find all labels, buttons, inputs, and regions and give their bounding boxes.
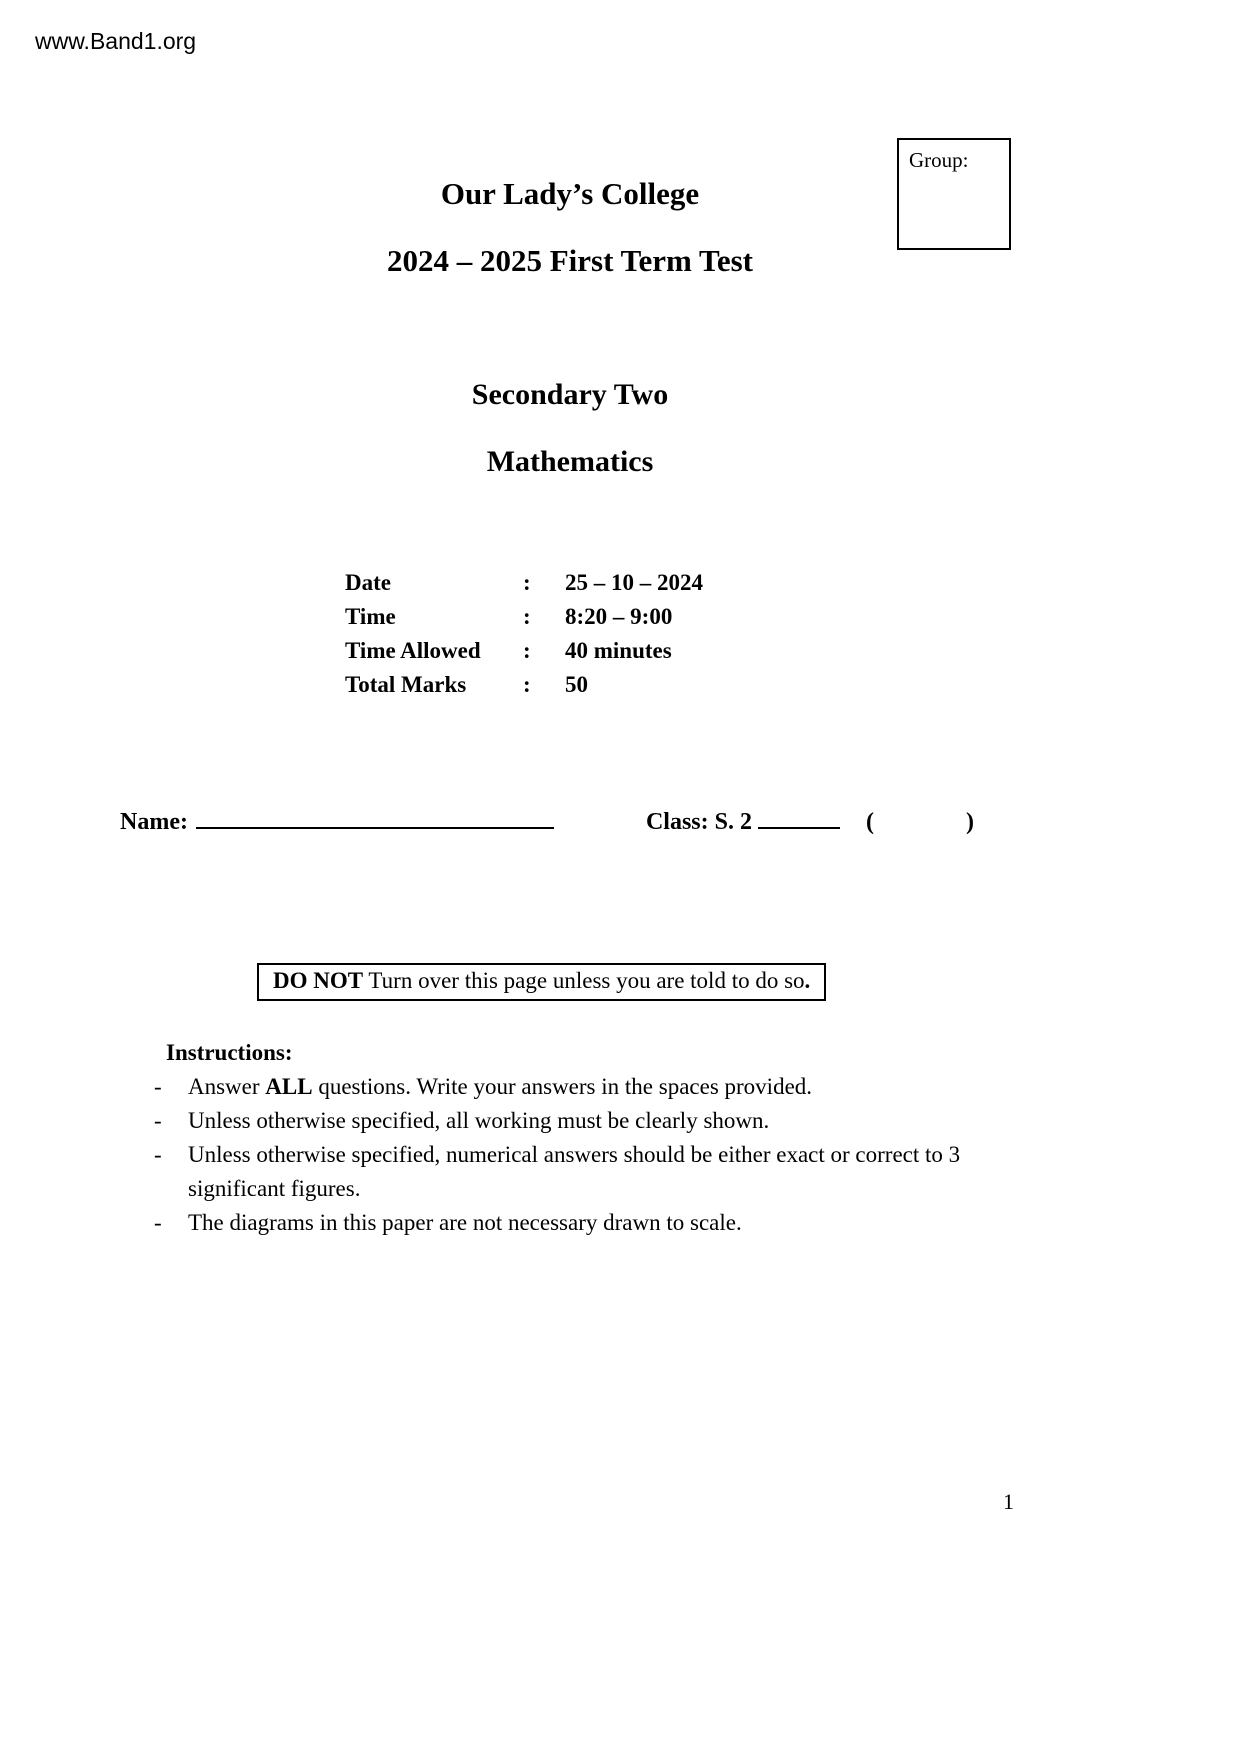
notice-bold-text: DO NOT [273,968,364,993]
info-value-time-allowed: 40 minutes [565,638,672,663]
info-value-date: 25 – 10 – 2024 [565,570,703,595]
info-colon: : [523,570,531,595]
page-number: 1 [1003,1489,1014,1514]
name-label: Name: [120,809,188,835]
instruction-item-2 [150,1104,1030,1138]
class-number-paren-close: ) [966,809,974,835]
instruction-item-3 [150,1138,1030,1206]
info-label-total-marks: Total Marks [345,672,467,697]
info-colon: : [523,672,531,697]
bullet-dash: - [154,1108,162,1133]
instruction-text-3: Unless otherwise specified, numerical answers should be either exact or correct to 3 significant figures. [188,1142,961,1201]
info-value-time: 8:20 – 9:00 [565,604,673,629]
instruction-text-2: Unless otherwise specified, all working must be clearly shown. [188,1108,770,1133]
info-colon: : [523,604,531,629]
instructions-heading: Instructions: [166,1040,293,1065]
info-label-time-allowed: Time Allowed [345,638,481,663]
info-value-total-marks: 50 [565,672,588,697]
class-label: Class: S. 2 [645,809,752,835]
class-fill-line[interactable] [758,803,840,829]
term-title: 2024 – 2025 First Term Test [387,243,753,278]
student-info-line [120,803,1180,836]
instruction-text-4: The diagrams in this paper are not necessary drawn to scale. [188,1210,742,1235]
group-label: Group: [909,148,969,172]
instruction-text-1: Answer ALL questions. Write your answers in the spaces provided. [188,1074,813,1099]
exam-info-table [345,566,703,702]
school-name: Our Lady’s College [440,176,700,211]
website-url: www.Band1.org [35,28,197,54]
instructions-section [150,1036,1030,1240]
info-colon: : [523,638,531,663]
name-fill-line[interactable] [196,803,554,829]
bullet-dash: - [154,1074,162,1099]
subject-title: Mathematics [486,445,654,478]
bullet-dash: - [154,1142,162,1167]
bullet-dash: - [154,1210,162,1235]
notice-bold-period: . [804,968,811,993]
info-label-date: Date [345,570,391,595]
info-label-time: Time [345,604,396,629]
do-not-turn-over-notice [257,963,826,1001]
notice-regular-text: Turn over this page unless you are told to do so [363,968,805,993]
class-number-paren-open: ( [866,809,874,835]
instruction-item-4 [150,1206,1030,1240]
level-title: Secondary Two [471,378,669,411]
instruction-item-1 [150,1070,1030,1104]
